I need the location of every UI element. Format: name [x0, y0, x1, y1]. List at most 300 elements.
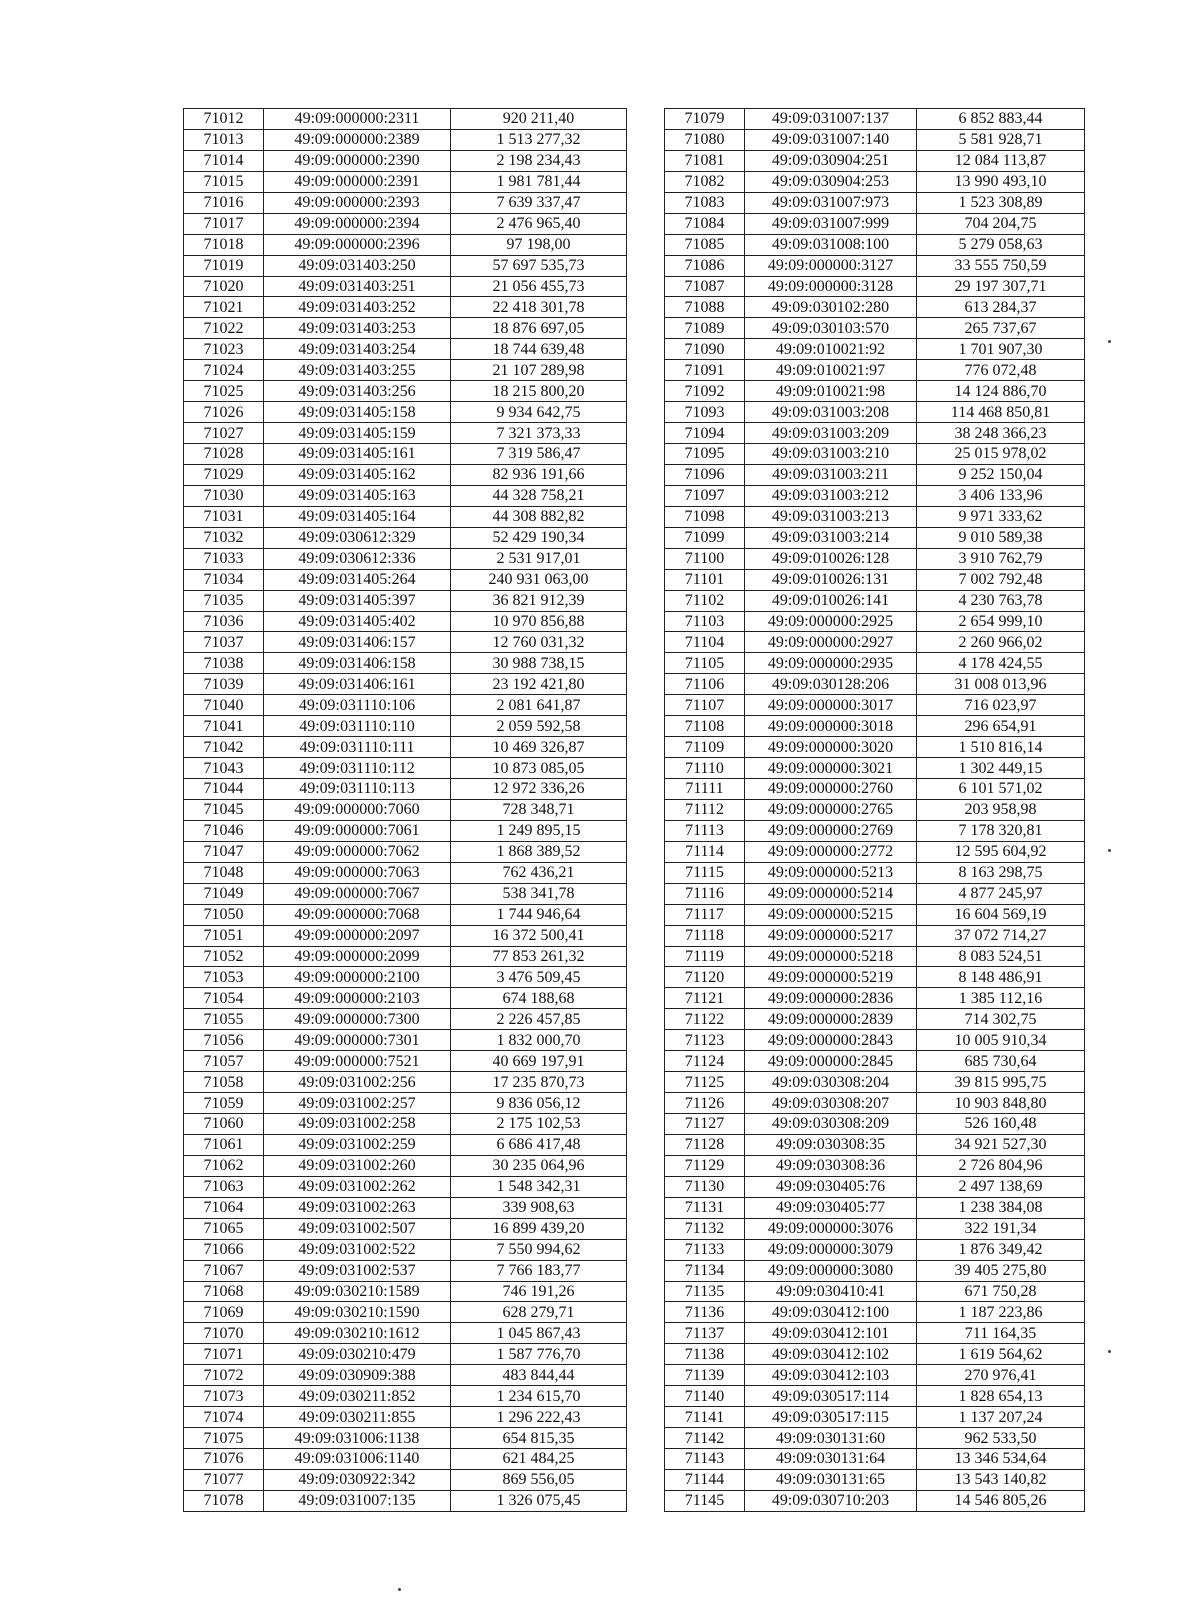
row-number: 71048 — [184, 862, 264, 883]
table-row — [184, 360, 627, 381]
cadastral-number: 49:09:030405:77 — [745, 1197, 917, 1218]
table-row — [184, 737, 627, 758]
table-row — [184, 192, 627, 213]
cadastral-value: 14 124 886,70 — [917, 381, 1085, 402]
row-number: 71129 — [665, 1155, 745, 1176]
cadastral-number: 49:09:031405:161 — [264, 444, 451, 465]
row-number: 71120 — [665, 967, 745, 988]
table-row — [665, 276, 1085, 297]
table-body-left — [184, 109, 627, 1512]
cadastral-number: 49:09:000000:3128 — [745, 276, 917, 297]
cadastral-number: 49:09:000000:2839 — [745, 1009, 917, 1030]
table-row — [184, 799, 627, 820]
row-number: 71099 — [665, 527, 745, 548]
table-row — [184, 339, 627, 360]
table-row — [665, 339, 1085, 360]
cadastral-number: 49:09:000000:2396 — [264, 234, 451, 255]
cadastral-value: 7 766 183,77 — [451, 1260, 627, 1281]
cadastral-number: 49:09:000000:2769 — [745, 820, 917, 841]
cadastral-number: 49:09:000000:2927 — [745, 632, 917, 653]
row-number: 71083 — [665, 192, 745, 213]
cadastral-number: 49:09:031002:257 — [264, 1093, 451, 1114]
cadastral-value: 38 248 366,23 — [917, 423, 1085, 444]
table-row — [184, 862, 627, 883]
table-row — [665, 841, 1085, 862]
row-number: 71020 — [184, 276, 264, 297]
cadastral-value: 10 903 848,80 — [917, 1093, 1085, 1114]
table-row — [184, 716, 627, 737]
cadastral-number: 49:09:030612:336 — [264, 548, 451, 569]
row-number: 71095 — [665, 444, 745, 465]
cadastral-value: 6 852 883,44 — [917, 109, 1085, 130]
cadastral-number: 49:09:031003:209 — [745, 423, 917, 444]
cadastral-number: 49:09:030131:65 — [745, 1469, 917, 1490]
cadastral-value: 8 083 524,51 — [917, 946, 1085, 967]
table-row — [184, 1469, 627, 1490]
table-row — [184, 841, 627, 862]
table-row — [665, 653, 1085, 674]
cadastral-value: 869 556,05 — [451, 1469, 627, 1490]
cadastral-number: 49:09:030410:41 — [745, 1281, 917, 1302]
table-row — [184, 1218, 627, 1239]
table-row — [665, 444, 1085, 465]
table-row — [184, 779, 627, 800]
cadastral-number: 49:09:000000:2925 — [745, 611, 917, 632]
cadastral-value: 52 429 190,34 — [451, 527, 627, 548]
cadastral-value: 962 533,50 — [917, 1428, 1085, 1449]
row-number: 71023 — [184, 339, 264, 360]
row-number: 71118 — [665, 925, 745, 946]
row-number: 71042 — [184, 737, 264, 758]
row-number: 71082 — [665, 171, 745, 192]
table-row — [665, 758, 1085, 779]
cadastral-number: 49:09:031110:110 — [264, 716, 451, 737]
row-number: 71091 — [665, 360, 745, 381]
table-row — [184, 506, 627, 527]
cadastral-value: 4 877 245,97 — [917, 883, 1085, 904]
cadastral-number: 49:09:000000:2935 — [745, 653, 917, 674]
row-number: 71074 — [184, 1407, 264, 1428]
cadastral-number: 49:09:030517:115 — [745, 1407, 917, 1428]
cadastral-value: 13 346 534,64 — [917, 1449, 1085, 1470]
table-row — [184, 423, 627, 444]
cadastral-number: 49:09:030412:102 — [745, 1344, 917, 1365]
table-row — [184, 1155, 627, 1176]
table-row — [184, 485, 627, 506]
row-number: 71130 — [665, 1176, 745, 1197]
cadastral-number: 49:09:000000:3079 — [745, 1239, 917, 1260]
cadastral-value: 57 697 535,73 — [451, 255, 627, 276]
cadastral-value: 1 187 223,86 — [917, 1302, 1085, 1323]
cadastral-number: 49:09:031403:256 — [264, 381, 451, 402]
row-number: 71060 — [184, 1114, 264, 1135]
cadastral-value: 12 084 113,87 — [917, 150, 1085, 171]
cadastral-value: 1 701 907,30 — [917, 339, 1085, 360]
cadastral-number: 49:09:030412:100 — [745, 1302, 917, 1323]
cadastral-number: 49:09:031406:157 — [264, 632, 451, 653]
table-row — [665, 1093, 1085, 1114]
table-row — [665, 548, 1085, 569]
row-number: 71139 — [665, 1365, 745, 1386]
cadastral-number: 49:09:000000:3018 — [745, 716, 917, 737]
table-row — [665, 1281, 1085, 1302]
row-number: 71049 — [184, 883, 264, 904]
cadastral-value: 1 234 615,70 — [451, 1386, 627, 1407]
table-row — [184, 464, 627, 485]
row-number: 71138 — [665, 1344, 745, 1365]
row-number: 71015 — [184, 171, 264, 192]
cadastral-value: 31 008 013,96 — [917, 674, 1085, 695]
table-row — [184, 381, 627, 402]
cadastral-value: 7 178 320,81 — [917, 820, 1085, 841]
table-row — [184, 1260, 627, 1281]
cadastral-value: 8 163 298,75 — [917, 862, 1085, 883]
cadastral-number: 49:09:000000:2760 — [745, 779, 917, 800]
row-number: 71133 — [665, 1239, 745, 1260]
row-number: 71134 — [665, 1260, 745, 1281]
row-number: 71047 — [184, 841, 264, 862]
row-number: 71030 — [184, 485, 264, 506]
table-row — [184, 967, 627, 988]
cadastral-number: 49:09:030211:852 — [264, 1386, 451, 1407]
row-number: 71031 — [184, 506, 264, 527]
cadastral-value: 704 204,75 — [917, 213, 1085, 234]
cadastral-value: 1 587 776,70 — [451, 1344, 627, 1365]
row-number: 71038 — [184, 653, 264, 674]
cadastral-value: 33 555 750,59 — [917, 255, 1085, 276]
cadastral-number: 49:09:000000:7063 — [264, 862, 451, 883]
cadastral-value: 746 191,26 — [451, 1281, 627, 1302]
table-row — [184, 1051, 627, 1072]
cadastral-number: 49:09:031002:537 — [264, 1260, 451, 1281]
cadastral-number: 49:09:031406:158 — [264, 653, 451, 674]
row-number: 71072 — [184, 1365, 264, 1386]
table-row — [665, 1428, 1085, 1449]
cadastral-value: 17 235 870,73 — [451, 1072, 627, 1093]
row-number: 71036 — [184, 611, 264, 632]
table-row — [184, 590, 627, 611]
cadastral-number: 49:09:030308:36 — [745, 1155, 917, 1176]
table-row — [184, 925, 627, 946]
cadastral-number: 49:09:000000:7521 — [264, 1051, 451, 1072]
table-row — [184, 1365, 627, 1386]
table-row — [184, 1386, 627, 1407]
table-row — [665, 1469, 1085, 1490]
cadastral-number: 49:09:000000:7301 — [264, 1030, 451, 1051]
cadastral-value: 339 908,63 — [451, 1197, 627, 1218]
cadastral-value: 716 023,97 — [917, 695, 1085, 716]
cadastral-value: 4 230 763,78 — [917, 590, 1085, 611]
cadastral-value: 3 476 509,45 — [451, 967, 627, 988]
row-number: 71119 — [665, 946, 745, 967]
cadastral-number: 49:09:000000:5215 — [745, 904, 917, 925]
cadastral-table-left — [183, 108, 627, 1512]
scan-speck — [1108, 849, 1111, 852]
cadastral-value: 1 296 222,43 — [451, 1407, 627, 1428]
cadastral-value: 1 137 207,24 — [917, 1407, 1085, 1428]
table-row — [184, 820, 627, 841]
table-row — [184, 988, 627, 1009]
cadastral-number: 49:09:031007:973 — [745, 192, 917, 213]
row-number: 71097 — [665, 485, 745, 506]
table-row — [665, 1323, 1085, 1344]
table-row — [184, 548, 627, 569]
row-number: 71080 — [665, 129, 745, 150]
table-row — [665, 485, 1085, 506]
cadastral-number: 49:09:031405:158 — [264, 402, 451, 423]
row-number: 71094 — [665, 423, 745, 444]
cadastral-value: 7 319 586,47 — [451, 444, 627, 465]
row-number: 71121 — [665, 988, 745, 1009]
cadastral-value: 1 510 816,14 — [917, 737, 1085, 758]
cadastral-number: 49:09:031405:397 — [264, 590, 451, 611]
cadastral-number: 49:09:000000:7068 — [264, 904, 451, 925]
cadastral-number: 49:09:000000:2391 — [264, 171, 451, 192]
cadastral-number: 49:09:031405:164 — [264, 506, 451, 527]
cadastral-value: 203 958,98 — [917, 799, 1085, 820]
row-number: 71141 — [665, 1407, 745, 1428]
cadastral-value: 16 899 439,20 — [451, 1218, 627, 1239]
table-row — [184, 1009, 627, 1030]
table-row — [184, 1093, 627, 1114]
cadastral-number: 49:09:031110:106 — [264, 695, 451, 716]
cadastral-number: 49:09:031405:402 — [264, 611, 451, 632]
row-number: 71112 — [665, 799, 745, 820]
cadastral-value: 2 175 102,53 — [451, 1114, 627, 1135]
cadastral-value: 2 198 234,43 — [451, 150, 627, 171]
cadastral-value: 2 226 457,85 — [451, 1009, 627, 1030]
row-number: 71033 — [184, 548, 264, 569]
cadastral-value: 1 513 277,32 — [451, 129, 627, 150]
cadastral-number: 49:09:030131:60 — [745, 1428, 917, 1449]
cadastral-number: 49:09:000000:2836 — [745, 988, 917, 1009]
table-row — [184, 1197, 627, 1218]
cadastral-number: 49:09:000000:2311 — [264, 109, 451, 130]
table-row — [665, 862, 1085, 883]
cadastral-number: 49:09:030308:35 — [745, 1134, 917, 1155]
cadastral-value: 1 868 389,52 — [451, 841, 627, 862]
table-row — [184, 276, 627, 297]
cadastral-number: 49:09:031110:113 — [264, 779, 451, 800]
row-number: 71093 — [665, 402, 745, 423]
cadastral-number: 49:09:000000:5217 — [745, 925, 917, 946]
cadastral-number: 49:09:000000:2390 — [264, 150, 451, 171]
table-row — [184, 402, 627, 423]
table-row — [665, 1239, 1085, 1260]
cadastral-number: 49:09:031007:140 — [745, 129, 917, 150]
cadastral-number: 49:09:000000:7300 — [264, 1009, 451, 1030]
row-number: 71032 — [184, 527, 264, 548]
cadastral-number: 49:09:031003:211 — [745, 464, 917, 485]
cadastral-number: 49:09:030211:855 — [264, 1407, 451, 1428]
cadastral-number: 49:09:000000:7067 — [264, 883, 451, 904]
row-number: 71107 — [665, 695, 745, 716]
table-row — [665, 1407, 1085, 1428]
cadastral-value: 920 211,40 — [451, 109, 627, 130]
cadastral-value: 18 215 800,20 — [451, 381, 627, 402]
table-body-right — [665, 109, 1085, 1512]
cadastral-value: 1 326 075,45 — [451, 1490, 627, 1511]
cadastral-value: 1 302 449,15 — [917, 758, 1085, 779]
row-number: 71122 — [665, 1009, 745, 1030]
cadastral-number: 49:09:031003:212 — [745, 485, 917, 506]
row-number: 71101 — [665, 569, 745, 590]
cadastral-number: 49:09:031002:256 — [264, 1072, 451, 1093]
table-row — [665, 925, 1085, 946]
table-row — [665, 129, 1085, 150]
cadastral-value: 1 876 349,42 — [917, 1239, 1085, 1260]
row-number: 71070 — [184, 1323, 264, 1344]
cadastral-number: 49:09:000000:5213 — [745, 862, 917, 883]
cadastral-number: 49:09:000000:2393 — [264, 192, 451, 213]
row-number: 71132 — [665, 1218, 745, 1239]
cadastral-value: 5 279 058,63 — [917, 234, 1085, 255]
row-number: 71016 — [184, 192, 264, 213]
table-row — [665, 674, 1085, 695]
cadastral-value: 526 160,48 — [917, 1114, 1085, 1135]
cadastral-value: 1 619 564,62 — [917, 1344, 1085, 1365]
row-number: 71115 — [665, 862, 745, 883]
table-row — [184, 904, 627, 925]
row-number: 71140 — [665, 1386, 745, 1407]
cadastral-number: 49:09:031406:161 — [264, 674, 451, 695]
cadastral-value: 18 744 639,48 — [451, 339, 627, 360]
row-number: 71063 — [184, 1176, 264, 1197]
cadastral-value: 39 405 275,80 — [917, 1260, 1085, 1281]
cadastral-number: 49:09:031405:264 — [264, 569, 451, 590]
row-number: 71053 — [184, 967, 264, 988]
table-row — [665, 150, 1085, 171]
row-number: 71058 — [184, 1072, 264, 1093]
table-row — [665, 109, 1085, 130]
cadastral-value: 654 815,35 — [451, 1428, 627, 1449]
cadastral-value: 97 198,00 — [451, 234, 627, 255]
cadastral-number: 49:09:031002:262 — [264, 1176, 451, 1197]
table-row — [665, 1030, 1085, 1051]
row-number: 71039 — [184, 674, 264, 695]
cadastral-number: 49:09:031405:163 — [264, 485, 451, 506]
cadastral-number: 49:09:010021:97 — [745, 360, 917, 381]
cadastral-value: 628 279,71 — [451, 1302, 627, 1323]
table-row — [665, 213, 1085, 234]
table-row — [665, 1176, 1085, 1197]
cadastral-number: 49:09:031405:162 — [264, 464, 451, 485]
cadastral-number: 49:09:030904:251 — [745, 150, 917, 171]
row-number: 71062 — [184, 1155, 264, 1176]
row-number: 71075 — [184, 1428, 264, 1449]
cadastral-number: 49:09:000000:7062 — [264, 841, 451, 862]
cadastral-number: 49:09:031002:263 — [264, 1197, 451, 1218]
table-row — [184, 758, 627, 779]
cadastral-number: 49:09:000000:3076 — [745, 1218, 917, 1239]
row-number: 71109 — [665, 737, 745, 758]
cadastral-value: 9 010 589,38 — [917, 527, 1085, 548]
row-number: 71012 — [184, 109, 264, 130]
table-row — [665, 1449, 1085, 1470]
table-row — [665, 1009, 1085, 1030]
cadastral-number: 49:09:031007:135 — [264, 1490, 451, 1511]
cadastral-number: 49:09:031002:260 — [264, 1155, 451, 1176]
table-row — [665, 506, 1085, 527]
row-number: 71013 — [184, 129, 264, 150]
table-row — [665, 1260, 1085, 1281]
table-row — [184, 883, 627, 904]
row-number: 71084 — [665, 213, 745, 234]
row-number: 71069 — [184, 1302, 264, 1323]
cadastral-number: 49:09:031002:259 — [264, 1134, 451, 1155]
table-row — [665, 297, 1085, 318]
cadastral-number: 49:09:030612:329 — [264, 527, 451, 548]
row-number: 71014 — [184, 150, 264, 171]
row-number: 71055 — [184, 1009, 264, 1030]
row-number: 71065 — [184, 1218, 264, 1239]
scan-speck — [1108, 340, 1111, 343]
scan-speck — [398, 1588, 401, 1591]
cadastral-number: 49:09:031007:999 — [745, 213, 917, 234]
table-row — [184, 1449, 627, 1470]
table-row — [665, 1386, 1085, 1407]
cadastral-number: 49:09:031403:252 — [264, 297, 451, 318]
cadastral-value: 7 639 337,47 — [451, 192, 627, 213]
cadastral-number: 49:09:000000:2389 — [264, 129, 451, 150]
table-row — [184, 1030, 627, 1051]
table-row — [665, 590, 1085, 611]
cadastral-value: 10 873 085,05 — [451, 758, 627, 779]
cadastral-number: 49:09:000000:3020 — [745, 737, 917, 758]
table-row — [665, 1218, 1085, 1239]
cadastral-value: 1 744 946,64 — [451, 904, 627, 925]
row-number: 71054 — [184, 988, 264, 1009]
table-row — [184, 234, 627, 255]
cadastral-value: 6 686 417,48 — [451, 1134, 627, 1155]
cadastral-number: 49:09:030210:1589 — [264, 1281, 451, 1302]
cadastral-value: 10 970 856,88 — [451, 611, 627, 632]
row-number: 71061 — [184, 1134, 264, 1155]
row-number: 71113 — [665, 820, 745, 841]
cadastral-number: 49:09:000000:5219 — [745, 967, 917, 988]
table-row — [665, 632, 1085, 653]
table-row — [184, 444, 627, 465]
cadastral-value: 39 815 995,75 — [917, 1072, 1085, 1093]
row-number: 71116 — [665, 883, 745, 904]
cadastral-table-right — [664, 108, 1085, 1512]
table-row — [665, 318, 1085, 339]
cadastral-value: 30 235 064,96 — [451, 1155, 627, 1176]
row-number: 71064 — [184, 1197, 264, 1218]
table-row — [665, 904, 1085, 925]
table-row — [665, 402, 1085, 423]
cadastral-value: 9 971 333,62 — [917, 506, 1085, 527]
cadastral-value: 7 002 792,48 — [917, 569, 1085, 590]
table-row — [665, 1197, 1085, 1218]
row-number: 71045 — [184, 799, 264, 820]
cadastral-value: 2 059 592,58 — [451, 716, 627, 737]
cadastral-value: 23 192 421,80 — [451, 674, 627, 695]
row-number: 71019 — [184, 255, 264, 276]
row-number: 71035 — [184, 590, 264, 611]
cadastral-number: 49:09:000000:2097 — [264, 925, 451, 946]
row-number: 71081 — [665, 150, 745, 171]
row-number: 71071 — [184, 1344, 264, 1365]
cadastral-number: 49:09:031003:214 — [745, 527, 917, 548]
cadastral-number: 49:09:030102:280 — [745, 297, 917, 318]
table-row — [184, 1134, 627, 1155]
table-row — [184, 318, 627, 339]
row-number: 71142 — [665, 1428, 745, 1449]
row-number: 71125 — [665, 1072, 745, 1093]
cadastral-number: 49:09:031003:213 — [745, 506, 917, 527]
cadastral-value: 1 828 654,13 — [917, 1386, 1085, 1407]
